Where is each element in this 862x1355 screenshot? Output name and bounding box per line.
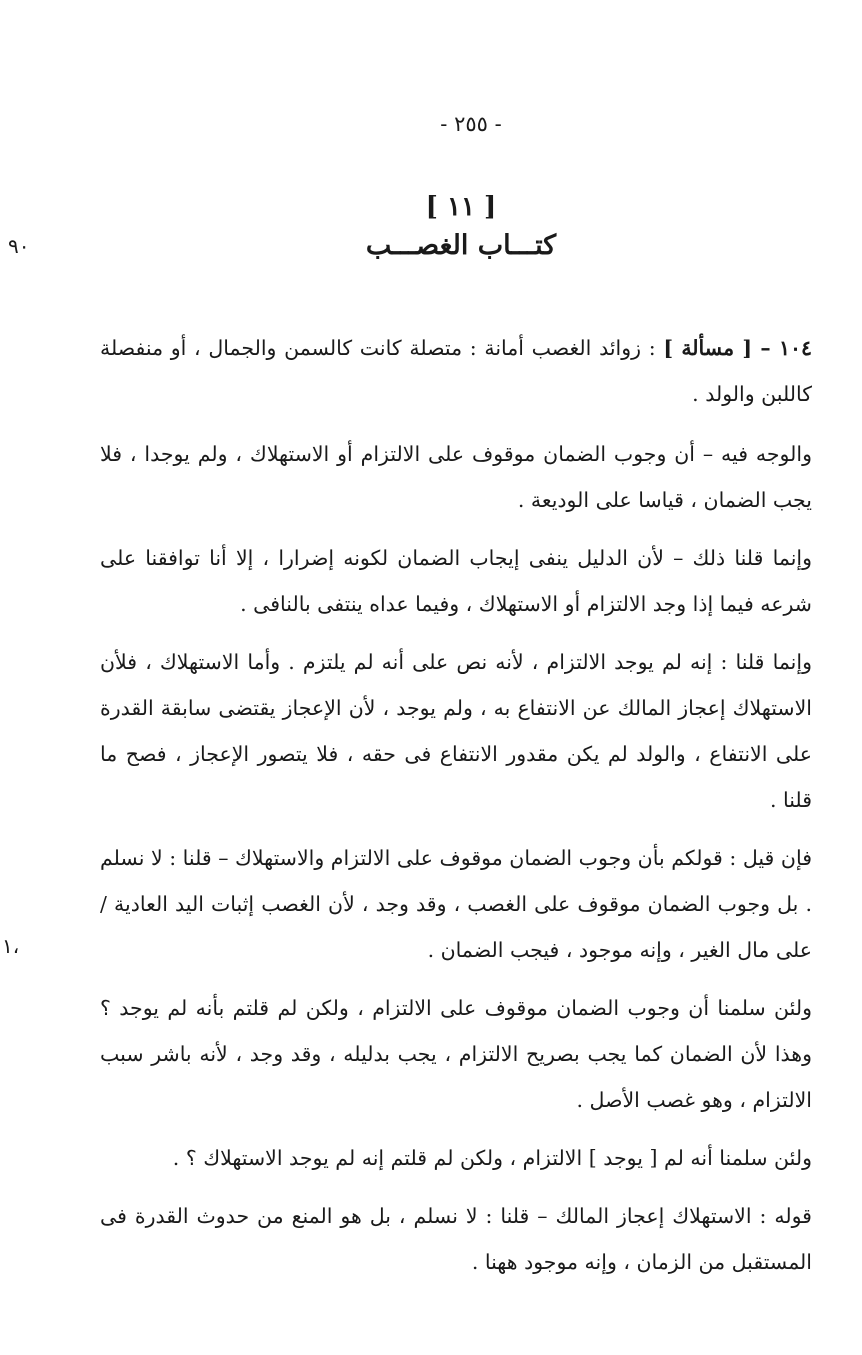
- paragraph: قوله : الاستهلاك إعجاز المالك – قلنا : لا نسلم ، بل هو المنع من حدوث القدرة فى المستقبل من الزمان ، وإنه موجود ههنا .: [100, 1204, 812, 1274]
- issue-heading: ١٠٤ – [ مسألة ]: [663, 336, 812, 360]
- paragraph: فإن قيل : قولكم بأن وجوب الضمان موقوف على الالتزام والاستهلاك – قلنا : لا نسلم . بل وجوب الضمان موقوف على الغصب ، وقد وجد ، لأن الغصب إثبات اليد العادية / على مال الغير ، وإنه موجود ، فيجب الضمان .: [100, 846, 812, 962]
- paragraph: وإنما قلنا ذلك – لأن الدليل ينفى إيجاب الضمان لكونه إضرارا ، إلا أنا توافقنا على شرعه فيما إذا وجد الالتزام أو الاستهلاك ، وفيما عداه ينتفى بالنافى .: [100, 546, 812, 616]
- paragraph: ولئن سلمنا أنه لم [ يوجد ] الالتزام ، ولكن لم قلتم إنه لم يوجد الاستهلاك ؟ .: [172, 1146, 812, 1170]
- paragraph-issue-104: [100, 325, 812, 417]
- chapter-title: كتـــاب الغصـــب: [365, 230, 557, 261]
- page-number: - ٢٥٥ -: [440, 112, 502, 136]
- paragraph: وإنما قلنا : إنه لم يوجد الالتزام ، لأنه نص على أنه لم يلتزم . وأما الاستهلاك ، فلأن الاستهلاك إعجاز المالك عن الانتفاع به ، ولم يوجد ، لأن الإعجاز يقتضى سابقة القدرة على الانتفاع ، والولد لم يكن مقدور الانتفاع فى حقه ، فلا يتصور الإعجاز ، فصح ما قلنا .: [100, 650, 812, 812]
- body-text: [100, 325, 812, 1297]
- paragraph-text: : زوائد الغصب أمانة : متصلة كانت كالسمن والجمال ، أو منفصلة كاللبن والولد .: [100, 336, 812, 406]
- chapter-number: [ ١١ ]: [425, 192, 497, 222]
- margin-folio-marker: ١،: [2, 934, 20, 958]
- paragraph: والوجه فيه – أن وجوب الضمان موقوف على الالتزام أو الاستهلاك ، ولم يوجدا ، فلا يجب الضمان ، قياسا على الوديعة .: [100, 442, 812, 512]
- margin-folio-number: ٩٠: [8, 234, 30, 258]
- paragraph: ولئن سلمنا أن وجوب الضمان موقوف على الالتزام ، ولكن لم قلتم بأنه لم يوجد ؟ وهذا لأن الضمان كما يجب بصريح الالتزام ، يجب بدليله ، وقد وجد ، لأنه باشر سبب الالتزام ، وهو غصب الأصل .: [100, 996, 812, 1112]
